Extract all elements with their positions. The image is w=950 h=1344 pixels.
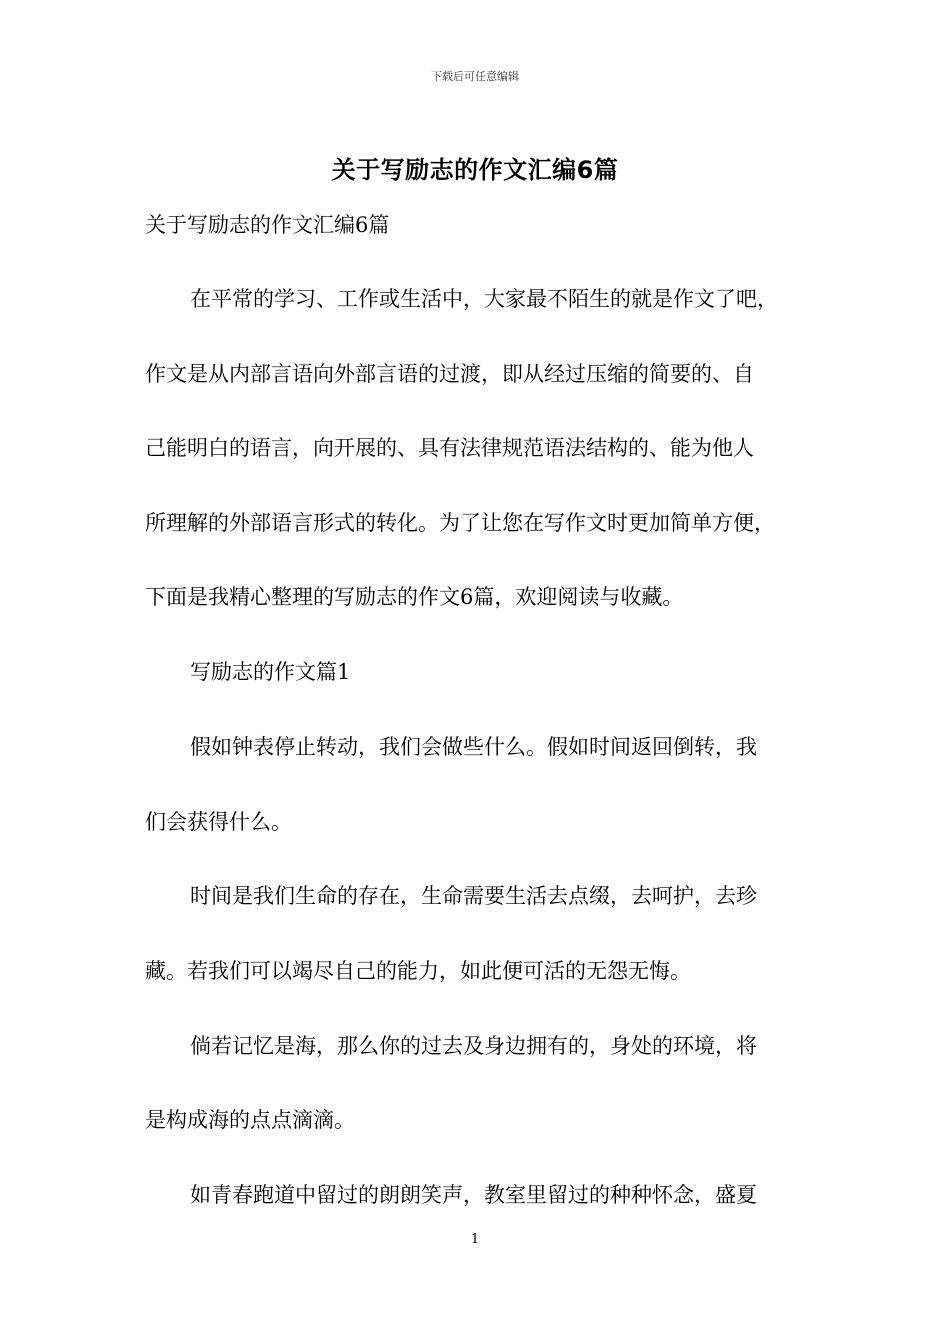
paragraph-line: 倘若记忆是海，那么你的过去及身边拥有的，身处的环境，将	[190, 1034, 757, 1058]
page-number: 1	[470, 1232, 480, 1247]
paragraph-line: 己能明白的语言，向开展的、具有法律规范语法结构的、能为他人	[145, 436, 754, 460]
paragraph-line: 在平常的学习、工作或生活中，大家最不陌生的就是作文了吧，	[190, 287, 778, 311]
paragraph-line: 下面是我精心整理的写励志的作文6篇，欢迎阅读与收藏。	[145, 585, 684, 609]
header-note: 下载后可任意编辑	[431, 70, 519, 83]
document-subtitle: 关于写励志的作文汇编6篇	[145, 213, 390, 237]
document-title: 关于写励志的作文汇编6篇	[331, 156, 619, 184]
paragraph-line: 如青春跑道中留过的朗朗笑声，教室里留过的种种怀念，盛夏	[190, 1183, 757, 1207]
section-heading: 写励志的作文篇1	[190, 660, 351, 684]
paragraph-line: 藏。若我们可以竭尽自己的能力，如此便可活的无怨无悔。	[145, 959, 691, 983]
paragraph-line: 们会获得什么。	[145, 810, 292, 834]
paragraph-line: 假如钟表停止转动，我们会做些什么。假如时间返回倒转，我	[190, 735, 757, 759]
paragraph-line: 所理解的外部语言形式的转化。为了让您在写作文时更加简单方便，	[145, 511, 775, 535]
paragraph-line: 作文是从内部言语向外部言语的过渡，即从经过压缩的简要的、自	[145, 362, 754, 386]
paragraph-line: 是构成海的点点滴滴。	[145, 1108, 355, 1132]
paragraph-line: 时间是我们生命的存在，生命需要生活去点缀，去呵护，去珍	[190, 884, 757, 908]
